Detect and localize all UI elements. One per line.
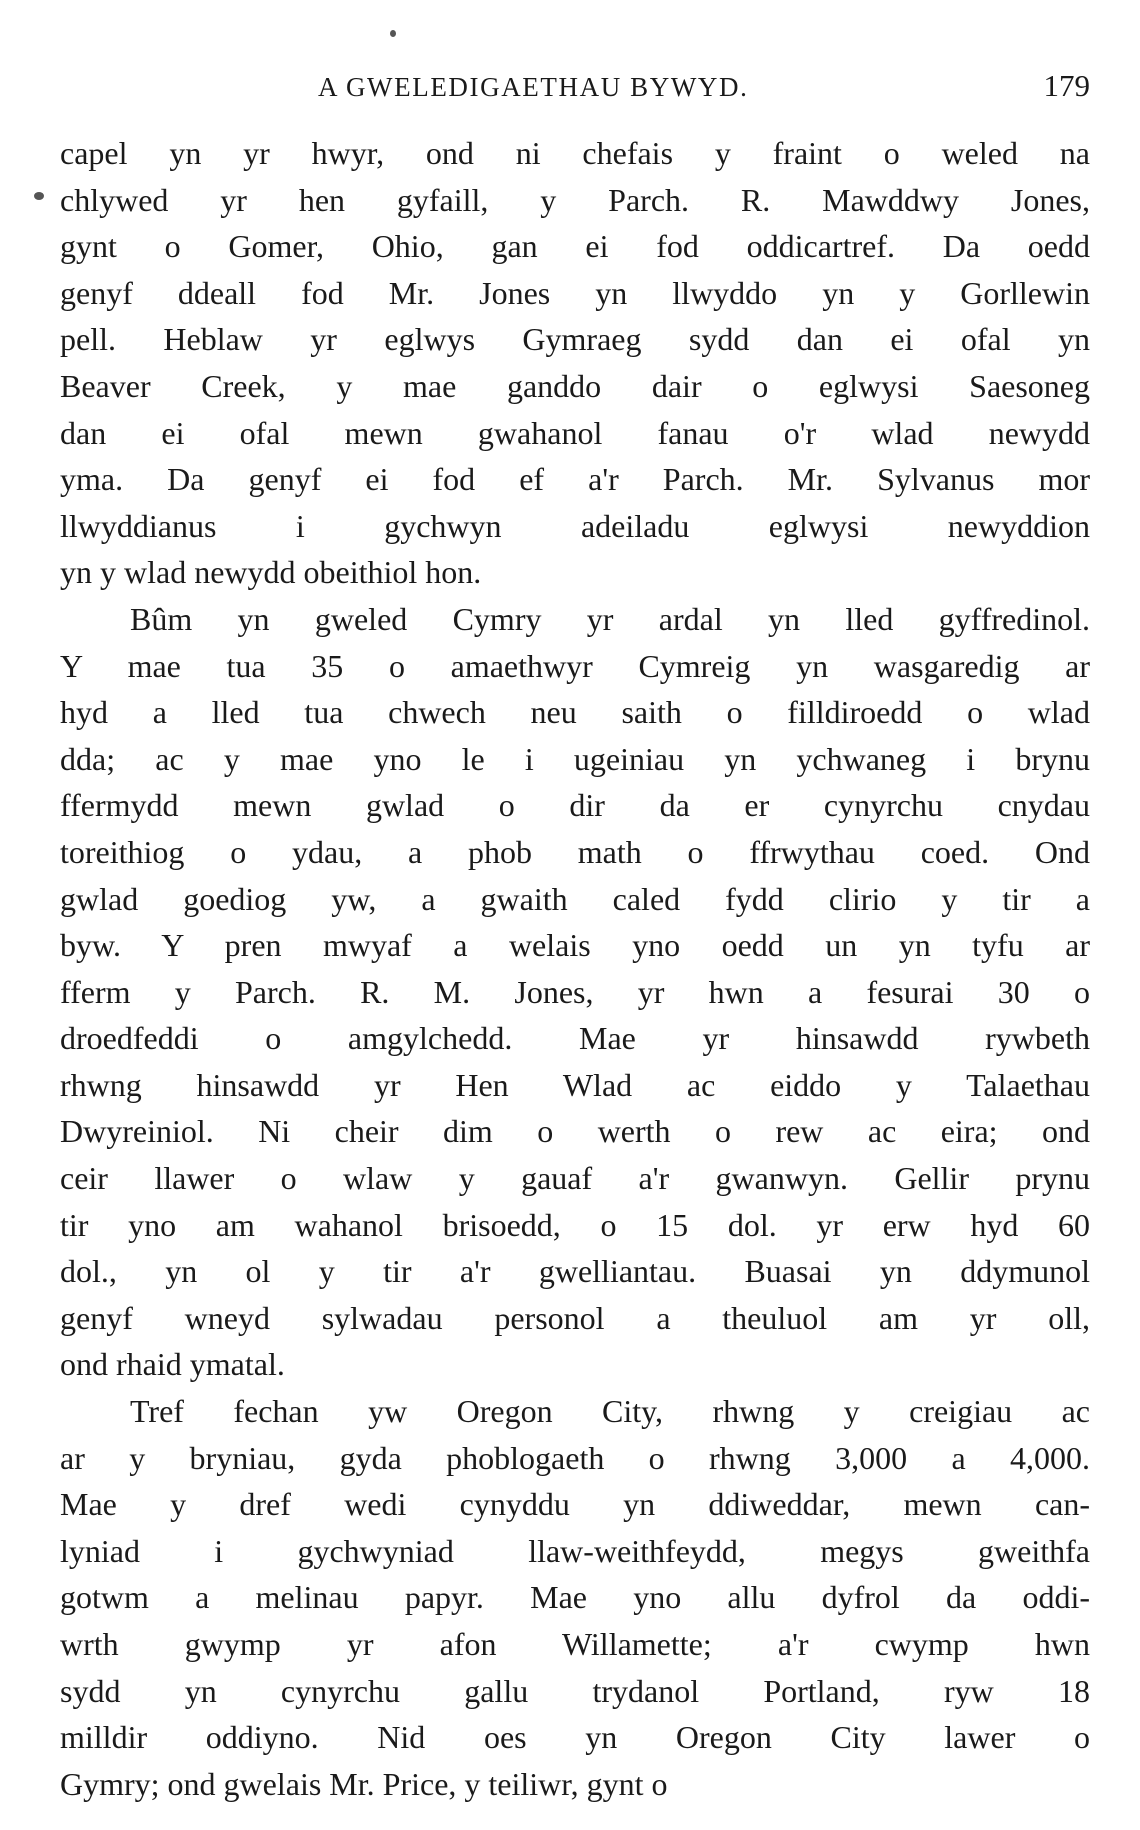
- text-line: fferm y Parch. R. M. Jones, yr hwn a fesurai 30 o: [60, 973, 1090, 1010]
- text-line: gotwm a melinau papyr. Mae yno allu dyfrol da oddi-: [60, 1579, 1090, 1616]
- text-line: Y mae tua 35 o amaethwyr Cymreig yn wasgaredig ar: [60, 647, 1090, 684]
- paragraph: [60, 1388, 1090, 1807]
- text-line: Tref fechan yw Oregon City, rhwng y creigiau ac: [130, 1393, 1090, 1430]
- text-line: hyd a lled tua chwech neu saith o filldiroedd o wlad: [60, 694, 1090, 731]
- print-speck: [34, 192, 44, 200]
- text-line: yma. Da genyf ei fod ef a'r Parch. Mr. Sylvanus mor: [60, 461, 1090, 498]
- text-line: capel yn yr hwyr, ond ni chefais y fraint o weled na: [60, 135, 1090, 171]
- text-line: Gymry; ond gwelais Mr. Price, y teiliwr, gynt o: [60, 1765, 668, 1802]
- paragraph: [60, 596, 1090, 1388]
- running-title: A GWELEDIGAETHAU BYWYD.: [318, 72, 749, 102]
- text-line: toreithiog o ydau, a phob math o ffrwythau coed. Ond: [60, 833, 1090, 870]
- text-line: dan ei ofal mewn gwahanol fanau o'r wlad newydd: [60, 414, 1090, 451]
- text-line: tir yno am wahanol brisoedd, o 15 dol. yr erw hyd 60: [60, 1206, 1090, 1243]
- text-line: milldir oddiyno. Nid oes yn Oregon City lawer o: [60, 1719, 1090, 1756]
- text-line: rhwng hinsawdd yr Hen Wlad ac eiddo y Talaethau: [60, 1066, 1090, 1103]
- text-line: Mae y dref wedi cynyddu yn ddiweddar, mewn can-: [60, 1486, 1090, 1523]
- paragraph: [60, 130, 1090, 596]
- text-line: genyf ddeall fod Mr. Jones yn llwyddo yn y Gorllewin: [60, 274, 1090, 311]
- page-number: 179: [1043, 68, 1090, 103]
- text-line: byw. Y pren mwyaf a welais yno oedd un yn tyfu ar: [60, 927, 1090, 964]
- text-line: dol., yn ol y tir a'r gwelliantau. Buasai yn ddymunol: [60, 1253, 1090, 1290]
- text-line: genyf wneyd sylwadau personol a theuluol am yr oll,: [60, 1299, 1090, 1336]
- text-line: chlywed yr hen gyfaill, y Parch. R. Mawddwy Jones,: [60, 181, 1090, 218]
- text-line: ar y bryniau, gyda phoblogaeth o rhwng 3,000 a 4,000.: [60, 1439, 1090, 1476]
- text-line: ffermydd mewn gwlad o dir da er cynyrchu cnydau: [60, 787, 1090, 824]
- text-line: ond rhaid ymatal.: [60, 1346, 285, 1383]
- body-text: [60, 130, 1090, 1807]
- text-line: droedfeddi o amgylchedd. Mae yr hinsawdd rywbeth: [60, 1020, 1090, 1057]
- text-line: ceir llawer o wlaw y gauaf a'r gwanwyn. Gellir prynu: [60, 1160, 1090, 1197]
- text-line: sydd yn cynyrchu gallu trydanol Portland, ryw 18: [60, 1672, 1090, 1709]
- text-line: gynt o Gomer, Ohio, gan ei fod oddicartref. Da oedd: [60, 228, 1090, 265]
- text-line: pell. Heblaw yr eglwys Gymraeg sydd dan ei ofal yn: [60, 321, 1090, 358]
- text-line: dda; ac y mae yno le i ugeiniau yn ychwaneg i brynu: [60, 740, 1090, 777]
- text-line: gwlad goediog yw, a gwaith caled fydd clirio y tir a: [60, 880, 1090, 917]
- text-line: Beaver Creek, y mae ganddo dair o eglwysi Saesoneg: [60, 367, 1090, 404]
- print-speck: [390, 30, 396, 37]
- text-line: yn y wlad newydd obeithiol hon.: [60, 554, 482, 591]
- text-line: Bûm yn gweled Cymry yr ardal yn lled gyffredinol.: [130, 600, 1090, 637]
- book-page: [60, 0, 1090, 1830]
- text-line: wrth gwymp yr afon Willamette; a'r cwymp hwn: [60, 1626, 1090, 1662]
- text-line: lyniad i gychwyniad llaw-weithfeydd, megys gweithfa: [60, 1532, 1090, 1569]
- running-head: [60, 68, 1090, 112]
- text-line: llwyddianus i gychwyn adeiladu eglwysi newyddion: [60, 507, 1090, 544]
- text-line: Dwyreiniol. Ni cheir dim o werth o rew ac eira; ond: [60, 1113, 1090, 1150]
